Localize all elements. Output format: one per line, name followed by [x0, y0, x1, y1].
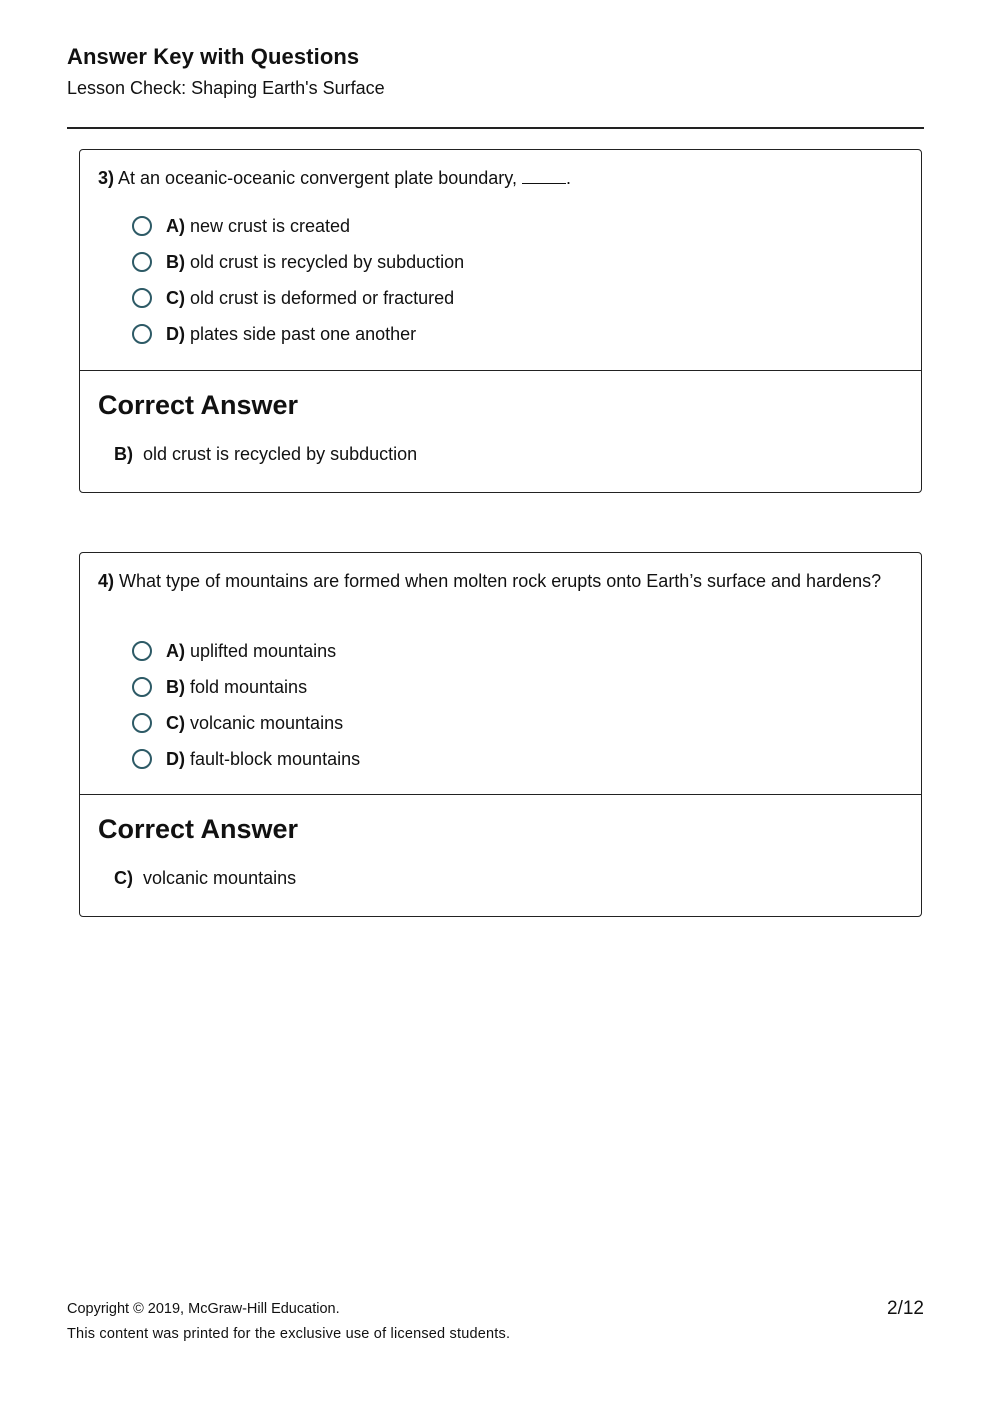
option-text: old crust is deformed or fractured [190, 287, 455, 308]
option-c[interactable] [132, 280, 832, 316]
question-number: 4) [98, 571, 115, 591]
question-text [98, 571, 911, 591]
correct-answer-text: volcanic mountains [143, 868, 297, 888]
question-body [80, 553, 921, 794]
document-header [67, 42, 924, 101]
option-text: fold mountains [190, 676, 308, 697]
answer-options [132, 208, 832, 352]
document-title: Answer Key with Questions [67, 44, 360, 69]
radio-button-icon[interactable] [132, 216, 152, 236]
option-text: new crust is created [190, 215, 351, 236]
copyright-notice: Copyright © 2019, McGraw-Hill Education. [67, 1301, 340, 1317]
option-b[interactable] [132, 669, 832, 705]
option-d[interactable] [132, 741, 832, 777]
radio-button-icon[interactable] [132, 749, 152, 769]
radio-button-icon[interactable] [132, 713, 152, 733]
question-card-3 [79, 149, 922, 493]
option-a[interactable] [132, 208, 832, 244]
question-text [98, 168, 911, 188]
document-subtitle: Lesson Check: Shaping Earth's Surface [67, 78, 385, 98]
correct-answer-letter: B) [114, 444, 133, 464]
option-text: uplifted mountains [190, 640, 337, 661]
radio-button-icon[interactable] [132, 252, 152, 272]
option-letter: A) [166, 640, 185, 661]
header-divider [67, 127, 924, 129]
page-number: 2/12 [887, 1298, 924, 1319]
option-a[interactable] [132, 633, 832, 669]
radio-button-icon[interactable] [132, 324, 152, 344]
option-d[interactable] [132, 316, 832, 352]
radio-button-icon[interactable] [132, 641, 152, 661]
option-text: old crust is recycled by subduction [190, 251, 465, 272]
option-b[interactable] [132, 244, 832, 280]
radio-button-icon[interactable] [132, 677, 152, 697]
option-letter: D) [166, 748, 185, 769]
page-footer [67, 1299, 924, 1344]
option-text: volcanic mountains [190, 712, 344, 733]
option-text: plates side past one another [190, 323, 417, 344]
correct-answer-section [80, 370, 921, 493]
correct-answer-letter: C) [114, 868, 133, 888]
question-prompt: What type of mountains are formed when molten rock erupts onto Earth’s surface and hardens? [119, 571, 882, 591]
option-letter: B) [166, 676, 185, 697]
correct-answer-value [114, 443, 417, 465]
option-c[interactable] [132, 705, 832, 741]
correct-answer-heading: Correct Answer [98, 814, 299, 844]
question-card-4 [79, 552, 922, 917]
question-number: 3) [98, 168, 115, 188]
correct-answer-heading: Correct Answer [98, 390, 299, 420]
correct-answer-text: old crust is recycled by subduction [143, 444, 418, 464]
fill-in-blank [522, 169, 566, 184]
option-letter: B) [166, 251, 185, 272]
answer-options [132, 633, 832, 777]
radio-button-icon[interactable] [132, 288, 152, 308]
question-prompt: At an oceanic-oceanic convergent plate boundary, [118, 168, 517, 188]
option-letter: C) [166, 287, 185, 308]
question-body [80, 150, 921, 370]
question-prompt-end: . [565, 168, 571, 188]
option-letter: D) [166, 323, 185, 344]
option-text: fault-block mountains [190, 748, 361, 769]
option-letter: A) [166, 215, 185, 236]
correct-answer-value [114, 867, 296, 889]
correct-answer-section [80, 794, 921, 917]
option-letter: C) [166, 712, 185, 733]
license-notice: This content was printed for the exclusive use of licensed students. [67, 1326, 511, 1342]
